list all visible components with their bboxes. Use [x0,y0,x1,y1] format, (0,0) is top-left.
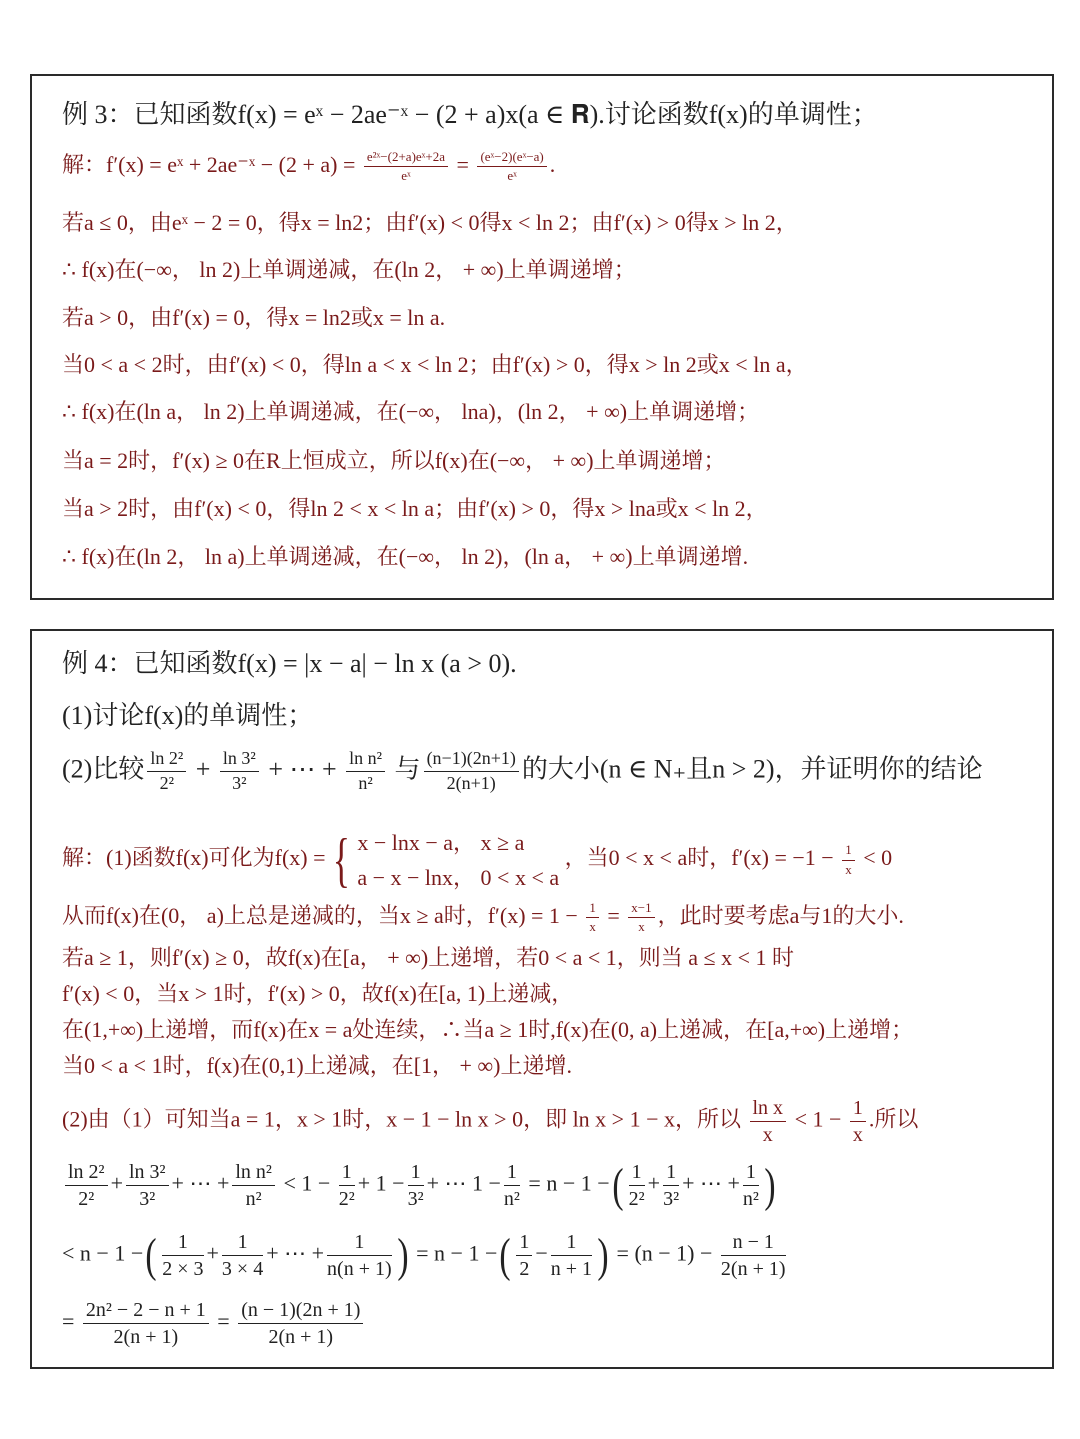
result-fraction-2 [238,1299,363,1348]
fraction-denominator: eˣ [401,168,411,184]
fraction-denominator: 3² [232,772,247,793]
derivative-fraction-1 [364,150,448,184]
q2-prefix: (2)比较 [62,754,145,784]
sum-term [126,1161,169,1210]
sum-term [743,1161,759,1210]
fraction-denominator: 2² [78,1188,95,1210]
fraction-denominator: 2 [519,1258,530,1280]
equals-paren: = (n − 1) − [616,1240,713,1266]
proof-intro [62,1097,918,1146]
period: . [549,151,556,177]
fraction-denominator: n² [742,1188,759,1210]
solution-line: ∴ f(x)在(ln a， ln 2)上单调递减，在(−∞， lna)，(ln 2， + ∞)上单调递增； [62,399,760,424]
fraction-denominator: 3² [663,1188,680,1210]
q2-rhs [424,749,519,794]
fraction-numerator: 1 [842,843,855,860]
q2-term-1 [147,749,186,794]
fraction-denominator: x [589,919,596,935]
fraction-numerator: 1 [850,1097,866,1122]
sum-term [408,1161,424,1210]
fraction-numerator: ln 3² [126,1161,169,1186]
solution-line: 若a > 0，由f′(x) = 0，得x = ln2或x = ln a. [62,305,446,330]
s2-prefix: 从而f(x)在(0， a)上总是递减的，当x ≥ a时，f′(x) = 1 − [62,902,578,928]
minus-sign: − [535,1240,548,1266]
sum-term [629,1161,645,1210]
with-word: 与 [394,754,421,784]
fraction-denominator: 2(n+1) [446,772,496,793]
equals-n-minus-1: = n − 1 − [416,1240,498,1266]
dots: + ⋯ + [266,1240,325,1266]
proof-line-1 [62,1158,778,1212]
solution-line: 若a ≥ 1，则f′(x) ≥ 0，故f(x)在[a， + ∞)上递增，若0 < a < 1，则当 a ≤ x < 1 时 [62,945,795,970]
proof-line-3 [62,1299,366,1348]
plus-sign: + [110,1170,123,1196]
solution-line: 当a = 2时，f′(x) ≥ 0在R上恒成立，所以f(x)在(−∞， + ∞)上单调递增； [62,448,726,473]
proof-end: .所以 [868,1106,919,1132]
sum-term [222,1231,263,1280]
sum-term [65,1161,108,1210]
sum-term [516,1231,532,1280]
q2-suffix: 的大小(n ∈ N₊且n > 2)，并证明你的结论 [521,754,983,784]
solution-line: 在(1,+∞)上递增，而f(x)在x = a处连续，∴当a ≥ 1时,f(x)在(0, a)上递减，在[a,+∞)上递增； [62,1017,914,1042]
fraction-numerator: 1 [586,901,599,918]
question-2 [62,749,983,794]
fraction-numerator: ln n² [232,1161,275,1186]
fraction-numerator: ln 3² [220,749,259,772]
piecewise-fraction [842,843,855,877]
s2-fraction-2 [628,901,654,935]
left-paren: ( [499,1228,511,1282]
fraction-denominator: n² [358,772,373,793]
derivative-prefix: 解：f′(x) = eˣ + 2ae⁻ˣ − (2 + a) = [62,151,356,177]
fraction-denominator: 2(n + 1) [268,1326,334,1348]
fraction-denominator: 3² [139,1188,156,1210]
equals-sign: = [456,151,469,177]
case-2: a − x − lnx， 0 < x < a [357,865,560,891]
sum-term [327,1231,392,1280]
right-paren: ) [597,1228,609,1282]
proof-line-2 [62,1228,789,1282]
fraction-numerator: 1 [162,1231,203,1256]
fraction-numerator: x−1 [628,901,654,918]
solution-line [62,901,904,935]
fraction-denominator: 2(n + 1) [720,1258,786,1280]
question-1: (1)讨论f(x)的单调性； [62,701,314,730]
plus-sign: + [206,1240,219,1266]
s2-end: ，此时要考虑a与1的大小. [657,902,904,928]
dots: + ⋯ + [171,1170,230,1196]
sum-term [721,1231,786,1280]
q2-term-2 [220,749,259,794]
fraction-numerator: 2n² − 2 − n + 1 [83,1299,209,1324]
right-paren: ) [397,1228,409,1282]
less-than-n-minus-1: < n − 1 − [62,1240,144,1266]
fraction-numerator: ln 2² [147,749,186,772]
case-1: x − lnx − a， x ≥ a [357,830,525,855]
fraction-denominator: n² [503,1188,520,1210]
piecewise-end: < 0 [863,845,893,871]
fraction-denominator: 2² [159,772,174,793]
fraction-denominator: n(n + 1) [327,1258,392,1280]
fraction-numerator: 1 [327,1231,392,1256]
fraction-numerator: (n−1)(2n+1) [424,749,519,772]
solution-line: ∴ f(x)在(ln 2， ln a)上单调递减，在(−∞， ln 2)，(ln a， + ∞)上单调递增. [62,544,749,569]
proof-fraction-1 [750,1097,787,1146]
solution-piecewise [62,825,892,895]
left-paren: ( [145,1228,157,1282]
example-3-title: 例 3：已知函数f(x) = eˣ − 2ae⁻ˣ − (2 + a)x(a ∈ 𝐑).讨论函数f(x)的单调性； [62,100,878,129]
dots-one-minus: + ⋯ 1 − [426,1170,501,1196]
fraction-denominator: 2² [628,1188,645,1210]
fraction-denominator: x [638,919,645,935]
fraction-numerator: 1 [222,1231,263,1256]
equals-n-minus-1: = n − 1 − [528,1170,610,1196]
fraction-numerator: n − 1 [721,1231,786,1256]
equals-sign: = [217,1308,230,1334]
solution-line: 当0 < a < 2时，由f′(x) < 0，得ln a < x < ln 2；由f′(x) > 0，得x > ln 2或x < ln a， [62,352,808,377]
piecewise-cases [357,825,559,895]
fraction-numerator: 1 [504,1161,520,1186]
fraction-numerator: 1 [516,1231,532,1256]
fraction-numerator: 1 [339,1161,355,1186]
derivative-fraction-2 [477,150,546,184]
fraction-numerator: ln x [750,1097,787,1122]
fraction-denominator: 2(n + 1) [113,1326,179,1348]
fraction-numerator: 1 [551,1231,592,1256]
fraction-numerator: 1 [663,1161,679,1186]
piecewise-mid: ，当0 < x < a时，f′(x) = −1 − [564,845,834,871]
equals-sign: = [607,902,620,928]
fraction-numerator: (eˣ−2)(eˣ−a) [477,150,546,167]
fraction-numerator: 1 [408,1161,424,1186]
solution-line: 若a ≤ 0，由eˣ − 2 = 0，得x = ln2；由f′(x) < 0得x < ln 2；由f′(x) > 0得x > ln 2， [62,210,798,235]
proof-fraction-2 [850,1097,866,1146]
less-than: < 1 − [283,1170,331,1196]
right-paren: ) [764,1158,776,1212]
plus-one-minus: + 1 − [357,1170,405,1196]
sum-term [663,1161,679,1210]
fraction-numerator: ln 2² [65,1161,108,1186]
proof-prefix: (2)由（1）可知当a = 1，x > 1时，x − 1 − ln x > 0，即 ln x > 1 − x，所以 [62,1106,741,1132]
result-fraction-1 [83,1299,209,1348]
example-3-box [30,74,1054,600]
piecewise-prefix: 解：(1)函数f(x)可化为f(x) = [62,845,326,871]
dots: + ⋯ + [268,754,337,784]
fraction-denominator: 3 × 4 [221,1258,264,1280]
fraction-denominator: x [845,861,852,877]
fraction-numerator: 1 [743,1161,759,1186]
solution-line: 当0 < a < 1时，f(x)在(0,1)上递减，在[1， + ∞)上递增. [62,1053,572,1078]
sum-term [504,1161,520,1210]
sum-term [551,1231,592,1280]
sum-term [232,1161,275,1210]
plus-sign: + [647,1170,661,1196]
fraction-denominator: 2² [338,1188,355,1210]
example-3-derivative [62,150,555,184]
fraction-numerator: e²ˣ−(2+a)eˣ+2a [364,150,448,167]
proof-mid: < 1 − [794,1106,842,1132]
fraction-denominator: 3² [407,1188,424,1210]
dots: + ⋯ + [682,1170,740,1196]
example-4-box [30,629,1054,1369]
fraction-numerator: ln n² [346,749,385,772]
fraction-denominator: eˣ [507,168,517,184]
solution-line: f′(x) < 0，当x > 1时，f′(x) > 0，故f(x)在[a, 1)上递减， [62,981,574,1006]
fraction-numerator: (n − 1)(2n + 1) [238,1299,363,1324]
example-4-title: 例 4：已知函数f(x) = |x − a| − ln x (a > 0). [62,649,517,678]
equals-sign: = [62,1308,75,1334]
q2-term-3 [346,749,385,794]
fraction-denominator: n² [245,1188,262,1210]
fraction-denominator: x [762,1124,773,1146]
fraction-denominator: n + 1 [550,1258,593,1280]
left-paren: ( [612,1158,624,1212]
left-brace: { [332,827,351,894]
s2-fraction-1 [586,901,599,935]
solution-line: ∴ f(x)在(−∞， ln 2)上单调递减，在(ln 2， + ∞)上单调递增； [62,257,636,282]
fraction-numerator: 1 [629,1161,645,1186]
solution-line: 当a > 2时，由f′(x) < 0，得ln 2 < x < ln a；由f′(x) > 0，得x > lna或x < ln 2， [62,496,768,521]
fraction-denominator: 2 × 3 [162,1258,204,1280]
sum-term [162,1231,203,1280]
fraction-denominator: x [852,1124,863,1146]
plus-sign: + [195,754,211,784]
sum-term [339,1161,355,1210]
